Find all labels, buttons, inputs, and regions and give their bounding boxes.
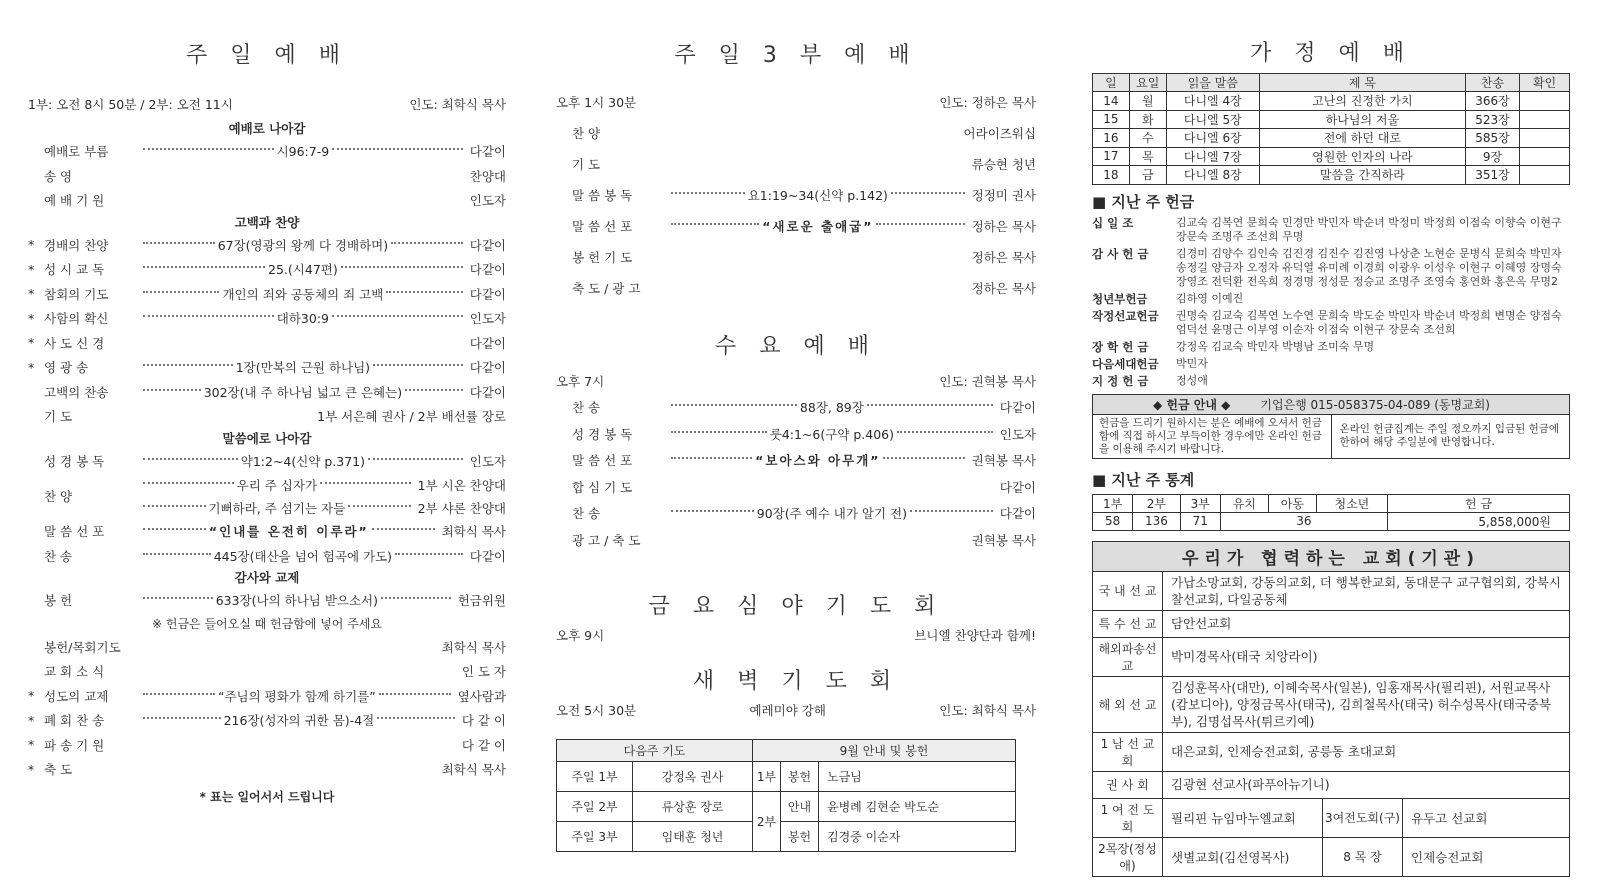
order-leader: 최학식 목사 bbox=[441, 524, 506, 540]
order-leader: 최학식 목사 bbox=[441, 639, 506, 655]
order-detail: 67장(영광의 왕께 다 경배하며) bbox=[217, 237, 389, 253]
order-label: 광 고 / 축 도 bbox=[572, 532, 641, 548]
stat-header: 유치 bbox=[1220, 494, 1268, 512]
order-item bbox=[28, 544, 506, 569]
partner-category: 1 남 선 교 회 bbox=[1093, 732, 1163, 771]
order-leader: 다같이 bbox=[469, 237, 506, 253]
table-cell: 14 bbox=[1093, 92, 1130, 111]
order-leader: 다같이 bbox=[999, 479, 1036, 495]
partner-row bbox=[1093, 771, 1570, 798]
sunday-worship-title: 주 일 예 배 bbox=[186, 43, 348, 68]
order-leader: 인 도 자 bbox=[461, 664, 506, 680]
table-cell bbox=[1520, 166, 1570, 185]
order-item bbox=[28, 684, 506, 709]
table-row bbox=[557, 762, 1016, 792]
table-row bbox=[1093, 166, 1570, 185]
section-heading: 예배로 나아감 bbox=[228, 121, 306, 136]
stats-table bbox=[1092, 494, 1570, 531]
order-label: 사 도 신 경 bbox=[44, 335, 105, 351]
order-label: 봉 헌 기 도 bbox=[572, 249, 633, 265]
order-label: 봉 헌 bbox=[44, 593, 73, 609]
order-label: 말 씀 선 포 bbox=[572, 218, 633, 234]
order-leader: 다같이 bbox=[469, 262, 506, 278]
cell: 주일 1부 bbox=[557, 762, 633, 792]
cell: 강정옥 권사 bbox=[633, 762, 753, 792]
column-header: 일 bbox=[1093, 74, 1130, 92]
offering-note: ※ 헌금은 들어오실 때 헌금함에 넣어 주세요 bbox=[151, 616, 382, 631]
order-detail: 룻4:1~6(구약 p.406) bbox=[769, 426, 895, 442]
cell: 안내 bbox=[781, 792, 819, 822]
order-label: 예배로 부름 bbox=[44, 144, 109, 160]
order-leader: 인도자 bbox=[469, 453, 506, 469]
offering-row bbox=[1092, 309, 1570, 337]
table-cell: 15 bbox=[1093, 110, 1130, 129]
partner-row bbox=[1093, 610, 1570, 637]
order-item bbox=[28, 164, 506, 189]
standing-mark: * bbox=[28, 237, 35, 253]
table-cell: 366장 bbox=[1465, 92, 1519, 111]
order-detail: 88장, 89장 bbox=[799, 400, 864, 416]
order-item bbox=[28, 757, 506, 782]
order-label: 찬 송 bbox=[572, 506, 601, 522]
order-item bbox=[28, 306, 506, 331]
order-item bbox=[556, 527, 1036, 554]
order-item-anthem bbox=[28, 473, 506, 519]
dawn-topic: 예레미야 강해 bbox=[749, 703, 826, 718]
table-cell bbox=[1520, 147, 1570, 166]
order-leader: 정하은 목사 bbox=[971, 280, 1036, 296]
offering-category: 작정선교헌금 bbox=[1092, 308, 1159, 323]
order-detail: 약1:2~4(신약 p.371) bbox=[240, 453, 366, 469]
table-cell: 고난의 진정한 가치 bbox=[1259, 92, 1465, 111]
table-cell: 585장 bbox=[1465, 129, 1519, 148]
table-cell: 523장 bbox=[1465, 110, 1519, 129]
choir-1: 1부 시온 찬양대 bbox=[417, 477, 506, 493]
table-row bbox=[1093, 129, 1570, 148]
offering-row bbox=[1092, 340, 1570, 354]
order-item bbox=[556, 394, 1036, 421]
order-item bbox=[28, 257, 506, 282]
order-item bbox=[28, 588, 506, 613]
table-cell: 다니엘 6장 bbox=[1166, 129, 1259, 148]
order-detail: 요1:19~34(신약 p.142) bbox=[747, 187, 888, 203]
table-cell: 영원한 인자의 나라 bbox=[1259, 147, 1465, 166]
partner-value: 김성훈목사(대만), 이혜숙목사(일본), 임홍재목사(필리핀), 서원교목사(캄보디아), 양정금목사(태국), 김희철목사(태국) 허수성목사(태국중북부), 김명섭목사(튀르키예) bbox=[1163, 676, 1570, 732]
cell: 1부 bbox=[753, 762, 781, 792]
order-leader: 류승현 청년 bbox=[971, 156, 1036, 172]
partner-row bbox=[1093, 637, 1570, 676]
order-label: 합 심 기 도 bbox=[572, 479, 633, 495]
cell: 류상훈 장로 bbox=[633, 792, 753, 822]
order-item bbox=[556, 272, 1036, 303]
table-row bbox=[557, 792, 1016, 822]
order-item bbox=[556, 117, 1036, 148]
order-item bbox=[28, 380, 506, 405]
table-cell: 하나님의 저울 bbox=[1259, 110, 1465, 129]
order-leader: 다같이 bbox=[469, 360, 506, 376]
order-label: 예 배 기 원 bbox=[44, 193, 105, 209]
table-cell: 다니엘 8장 bbox=[1166, 166, 1259, 185]
table-cell bbox=[1520, 92, 1570, 111]
friday-leader: 브니엘 찬양단과 함께! bbox=[914, 628, 1036, 643]
table-cell: 다니엘 7장 bbox=[1166, 147, 1259, 166]
order-leader: 어라이즈워십 bbox=[963, 125, 1036, 141]
offering-category: 감 사 헌 금 bbox=[1092, 246, 1149, 261]
standing-mark: * bbox=[28, 688, 35, 704]
stat-header: 헌 금 bbox=[1387, 494, 1569, 512]
order-item bbox=[556, 241, 1036, 272]
order-item bbox=[556, 500, 1036, 527]
table-row bbox=[1093, 147, 1570, 166]
partner-churches-table bbox=[1092, 541, 1570, 877]
table-cell: 목 bbox=[1129, 147, 1166, 166]
offering-category: 청년부헌금 bbox=[1092, 291, 1148, 306]
section-heading: 고백과 찬양 bbox=[234, 214, 300, 230]
table-cell: 화 bbox=[1129, 110, 1166, 129]
order-item bbox=[28, 331, 506, 356]
order-leader: 옆사람과 bbox=[457, 688, 506, 704]
stat-header: 청소년 bbox=[1316, 494, 1387, 512]
partner-value: 필리핀 뉴임마누엘교회 bbox=[1163, 798, 1323, 837]
column-header: 확인 bbox=[1520, 74, 1570, 92]
offering-names: 정성애 bbox=[1176, 373, 1208, 387]
partner-category: 3여전도회(구) bbox=[1323, 798, 1403, 837]
order-item bbox=[28, 139, 506, 164]
order-label: 폐 회 찬 송 bbox=[44, 713, 105, 729]
order-detail: 대하30:9 bbox=[276, 311, 329, 327]
stat-offering: 5,858,000원 bbox=[1387, 512, 1569, 530]
partner-value: 유두고 선교회 bbox=[1403, 798, 1570, 837]
order-item bbox=[556, 148, 1036, 179]
order-item bbox=[28, 449, 506, 474]
order-item bbox=[28, 282, 506, 307]
order-leader: 다같이 bbox=[469, 335, 506, 351]
order-detail: 90장(주 예수 내가 알기 전) bbox=[756, 506, 907, 522]
offering-row bbox=[1092, 247, 1570, 289]
cell: 주일 2부 bbox=[557, 792, 633, 822]
stat-3bu: 71 bbox=[1180, 512, 1220, 530]
partner-value: 박미경목사(태국 치앙라이) bbox=[1163, 637, 1570, 676]
choir-2: 2부 샤론 찬양대 bbox=[417, 500, 506, 516]
order-leader: 다같이 bbox=[469, 384, 506, 400]
order-item bbox=[556, 179, 1036, 210]
stat-header: 3부 bbox=[1180, 494, 1220, 512]
order-item bbox=[28, 708, 506, 733]
stat-1bu: 58 bbox=[1093, 512, 1133, 530]
order-detail: 25.(시47편) bbox=[268, 262, 338, 278]
order-label: 찬 송 bbox=[44, 548, 73, 564]
order-leader: 다같이 bbox=[999, 400, 1036, 416]
offering-names: 김하영 이예진 bbox=[1176, 291, 1244, 305]
third-service-leader: 인도: 정하은 목사 bbox=[939, 95, 1036, 110]
anthem-2: 기뻐하라, 주 섬기는 자들 bbox=[208, 500, 346, 516]
table-cell: 월 bbox=[1129, 92, 1166, 111]
order-item bbox=[556, 210, 1036, 241]
standing-mark: * bbox=[28, 286, 35, 302]
offering-title: ■ 지난 주 헌금 bbox=[1092, 192, 1195, 211]
order-item bbox=[28, 233, 506, 258]
third-service-time-row bbox=[556, 93, 1036, 111]
table-cell: 18 bbox=[1093, 166, 1130, 185]
order-label: 축 도 bbox=[44, 762, 73, 778]
home-worship-column bbox=[1092, 0, 1570, 894]
order-label: 고백의 찬송 bbox=[44, 384, 109, 400]
bank-account: 기업은행 015-058375-04-089 (동명교회) bbox=[1260, 397, 1490, 412]
partner-category: 2목장(정성애) bbox=[1093, 837, 1163, 876]
order-leader: 다같이 bbox=[469, 144, 506, 160]
table-cell: 말씀을 간직하라 bbox=[1259, 166, 1465, 185]
order-label: 경배의 찬양 bbox=[44, 237, 109, 253]
offering-guide-left: 헌금을 드리기 원하시는 분은 예배에 오셔서 헌금함에 직접 하시고 부득이한 경우에만 온라인 헌금을 이용해 주시기 바랍니다. bbox=[1093, 414, 1332, 458]
order-detail: 1장(만복의 근원 하나님) bbox=[235, 360, 371, 376]
order-label: 기 도 bbox=[44, 409, 73, 425]
partner-category: 8 목 장 bbox=[1323, 837, 1403, 876]
order-item bbox=[28, 733, 506, 758]
friday-time: 오후 9시 bbox=[556, 628, 605, 643]
order-leader: 정하은 목사 bbox=[971, 249, 1036, 265]
friday-title: 금 요 심 야 기 도 회 bbox=[648, 594, 944, 619]
table-row bbox=[1093, 110, 1570, 129]
stat-youth: 36 bbox=[1220, 512, 1387, 530]
order-detail: 시96:7-9 bbox=[276, 144, 330, 160]
order-label: 교 회 소 식 bbox=[44, 664, 105, 680]
order-leader: 다같이 bbox=[469, 548, 506, 564]
offering-category: 다음세대헌금 bbox=[1092, 356, 1159, 371]
offering-names: 김교숙 김복연 문희숙 민경만 박민자 박순녀 박정미 박정희 이점숙 이향숙 이현구 장문숙 조명주 조선희 무명 bbox=[1176, 215, 1562, 243]
order-leader: 최학식 목사 bbox=[441, 762, 506, 778]
stats-title: ■ 지난 주 통계 bbox=[1092, 470, 1195, 489]
partner-value: 대은교회, 인제승전교회, 공릉동 초대교회 bbox=[1163, 732, 1570, 771]
offering-row bbox=[1092, 374, 1570, 388]
next-week-prayer-header: 다음주 기도 bbox=[557, 740, 753, 762]
offering-category: 지 정 헌 금 bbox=[1092, 373, 1149, 388]
order-label: 성도의 교제 bbox=[44, 688, 109, 704]
standing-mark: * bbox=[28, 261, 35, 277]
order-leader: 1부 서은혜 권사 / 2부 배선률 장로 bbox=[317, 409, 506, 425]
order-item bbox=[28, 519, 506, 544]
offering-row bbox=[1092, 292, 1570, 306]
table-cell: 16 bbox=[1093, 129, 1130, 148]
order-label: 성 경 봉 독 bbox=[44, 453, 105, 469]
order-label: 성 시 교 독 bbox=[44, 262, 105, 278]
partner-category: 국 내 선 교 bbox=[1093, 571, 1163, 610]
order-item bbox=[28, 635, 506, 660]
other-services-column bbox=[556, 0, 1036, 894]
stat-header: 1부 bbox=[1093, 494, 1133, 512]
order-item bbox=[556, 421, 1036, 448]
column-header: 요일 bbox=[1129, 74, 1166, 92]
cell: 봉헌 bbox=[781, 762, 819, 792]
order-label: 참회의 기도 bbox=[44, 286, 109, 302]
stat-2bu: 136 bbox=[1133, 512, 1180, 530]
table-cell: 금 bbox=[1129, 166, 1166, 185]
order-leader: 권혁봉 목사 bbox=[971, 453, 1036, 469]
partner-title: 우리가 협력하는 교회(기관) bbox=[1093, 541, 1570, 571]
table-cell: 전에 하던 대로 bbox=[1259, 129, 1465, 148]
sunday-worship-column bbox=[28, 0, 506, 894]
order-leader: 인도자 bbox=[469, 311, 506, 327]
order-label: 기 도 bbox=[572, 156, 601, 172]
order-leader: 다 같 이 bbox=[461, 713, 506, 729]
partner-row bbox=[1093, 676, 1570, 732]
cell: 2부 bbox=[753, 792, 781, 852]
standing-mark: * bbox=[28, 335, 35, 351]
order-label: 말 씀 봉 독 bbox=[572, 187, 633, 203]
column-header: 제 목 bbox=[1259, 74, 1465, 92]
worship-time: 1부: 오전 8시 50분 / 2부: 오전 11시 bbox=[28, 97, 233, 112]
partner-value: 가납소망교회, 강동의교회, 더 행복한교회, 동대문구 교구협의회, 강북시찰선교회, 다일공동체 bbox=[1163, 571, 1570, 610]
worship-time-row bbox=[28, 95, 506, 113]
order-label: 말 씀 선 포 bbox=[44, 524, 105, 540]
offering-row bbox=[1092, 216, 1570, 244]
partner-category: 해외파송선교 bbox=[1093, 637, 1163, 676]
column-header: 찬송 bbox=[1465, 74, 1519, 92]
offering-category: 십 일 조 bbox=[1092, 215, 1134, 230]
section-heading: 감사와 교제 bbox=[234, 570, 300, 585]
order-detail: “인내를 온전히 이루라” bbox=[208, 524, 369, 540]
order-leader: 찬양대 bbox=[469, 168, 506, 184]
worship-leader: 인도: 최학식 목사 bbox=[409, 97, 506, 112]
home-worship-table bbox=[1092, 73, 1570, 185]
partner-category: 해 외 선 교 bbox=[1093, 676, 1163, 732]
order-detail: 445장(태산을 넘어 험곡에 가도) bbox=[213, 548, 393, 564]
order-label: 봉헌/목회기도 bbox=[44, 639, 121, 655]
order-leader: 인도자 bbox=[469, 193, 506, 209]
order-leader: 정정미 권사 bbox=[971, 187, 1036, 203]
standing-mark: * bbox=[28, 761, 35, 777]
cell: 봉헌 bbox=[781, 822, 819, 852]
standing-mark: * bbox=[28, 737, 35, 753]
wednesday-leader: 인도: 권혁봉 목사 bbox=[939, 374, 1036, 389]
order-detail: 개인의 죄와 공동체의 죄 고백 bbox=[222, 286, 384, 302]
partner-row bbox=[1093, 571, 1570, 610]
table-row bbox=[557, 822, 1016, 852]
offering-guide-title: ◆ 헌금 안내 ◆ bbox=[1153, 397, 1231, 412]
dawn-leader: 인도: 최학식 목사 bbox=[939, 703, 1036, 718]
order-detail: 216장(성자의 귀한 몸)-4절 bbox=[223, 713, 375, 729]
partner-category: 특 수 선 교 bbox=[1093, 610, 1163, 637]
wednesday-time-row bbox=[556, 372, 1036, 390]
offering-guide-box bbox=[1092, 394, 1570, 459]
order-leader: 헌금위원 bbox=[457, 593, 506, 609]
order-item bbox=[28, 404, 506, 429]
cell: 김경중 이순자 bbox=[819, 822, 1016, 852]
anthem-1: 우리 주 십자가 bbox=[236, 477, 318, 493]
table-cell: 다니엘 4장 bbox=[1166, 92, 1259, 111]
order-item bbox=[28, 188, 506, 213]
order-label: 영 광 송 bbox=[44, 360, 89, 376]
order-item bbox=[556, 474, 1036, 501]
order-label: 찬 양 bbox=[44, 489, 73, 504]
third-service-time: 오후 1시 30분 bbox=[556, 95, 637, 110]
prayer-offering-table bbox=[556, 739, 1016, 852]
table-cell: 351장 bbox=[1465, 166, 1519, 185]
standing-mark: * bbox=[28, 310, 35, 326]
partner-value: 담안선교회 bbox=[1163, 610, 1570, 637]
dawn-time: 오전 5시 30분 bbox=[556, 703, 637, 718]
order-leader: 다 같 이 bbox=[461, 737, 506, 753]
standing-mark: * bbox=[28, 712, 35, 728]
offering-names: 김경미 김양수 김인숙 김진경 김진수 김진영 나상춘 노현순 문병식 문희숙 박민자 송정길 양금자 오정자 유덕열 유미례 이경희 이광우 이성우 이현구 이혜영 장명숙 장영조 전덕환 전옥희 정경명 정성문 정승교 조명주 조영숙 홍연화 홍은옥 무명2 bbox=[1176, 246, 1562, 288]
standing-note: * 표는 일어서서 드립니다 bbox=[199, 789, 335, 804]
order-label: 성 경 봉 독 bbox=[572, 426, 633, 442]
table-cell: 17 bbox=[1093, 147, 1130, 166]
order-leader: 권혁봉 목사 bbox=[971, 532, 1036, 548]
offering-row bbox=[1092, 357, 1570, 371]
order-detail: 633장(나의 하나님 받으소서) bbox=[215, 593, 378, 609]
order-item bbox=[28, 355, 506, 380]
september-guide-header: 9월 안내 및 봉헌 bbox=[753, 740, 1016, 762]
table-row bbox=[1093, 92, 1570, 111]
order-detail: 302장(내 주 하나님 넓고 큰 은혜는) bbox=[203, 384, 403, 400]
cell: 임태훈 청년 bbox=[633, 822, 753, 852]
offering-names: 권명숙 김교숙 김복연 노수연 문희숙 박도순 박민자 박순녀 박정희 변명순 양점숙 엄덕선 윤명근 이부영 이순자 이점숙 이현구 장문숙 조선희 bbox=[1176, 308, 1562, 336]
partner-category: 권 사 회 bbox=[1093, 771, 1163, 798]
order-label: 찬 양 bbox=[572, 125, 601, 141]
table-cell: 다니엘 5장 bbox=[1166, 110, 1259, 129]
order-leader: 다같이 bbox=[999, 506, 1036, 522]
order-label: 송 영 bbox=[44, 168, 73, 184]
dawn-title: 새 벽 기 도 회 bbox=[692, 669, 900, 694]
order-label: 사함의 확신 bbox=[44, 311, 109, 327]
order-item bbox=[556, 447, 1036, 474]
column-header: 읽을 말씀 bbox=[1166, 74, 1259, 92]
order-leader: 다같이 bbox=[469, 286, 506, 302]
home-worship-title: 가 정 예 배 bbox=[1250, 41, 1412, 66]
partner-value: 김광현 선교사(파푸아뉴기니) bbox=[1163, 771, 1570, 798]
offering-category: 장 학 헌 금 bbox=[1092, 339, 1149, 354]
partner-category: 1 여 전 도 회 bbox=[1093, 798, 1163, 837]
table-cell bbox=[1520, 110, 1570, 129]
table-cell: 수 bbox=[1129, 129, 1166, 148]
offering-guide-right: 온라인 헌금집계는 주일 정오까지 입금된 헌금에 한하여 해당 주일분에 반영합니다. bbox=[1331, 414, 1570, 458]
offering-names: 박민자 bbox=[1176, 356, 1208, 370]
order-leader: 정하은 목사 bbox=[971, 218, 1036, 234]
order-label: 말 씀 선 포 bbox=[572, 453, 633, 469]
wednesday-time: 오후 7시 bbox=[556, 374, 605, 389]
partner-value: 인제승전교회 bbox=[1403, 837, 1570, 876]
section-heading: 말씀에로 나아감 bbox=[222, 430, 312, 446]
order-detail: “주님의 평화가 함께 하기를” bbox=[218, 688, 376, 704]
order-item bbox=[28, 659, 506, 684]
partner-row bbox=[1093, 732, 1570, 771]
partner-value: 샛별교회(김선영목사) bbox=[1163, 837, 1323, 876]
table-cell bbox=[1520, 129, 1570, 148]
order-leader: 인도자 bbox=[999, 426, 1036, 442]
cell: 주일 3부 bbox=[557, 822, 633, 852]
order-label: 찬 송 bbox=[572, 400, 601, 416]
cell: 노금님 bbox=[819, 762, 1016, 792]
wednesday-title: 수 요 예 배 bbox=[715, 334, 877, 359]
dawn-time-row bbox=[556, 701, 1036, 719]
stat-header: 2부 bbox=[1133, 494, 1180, 512]
order-detail: “새로운 출애굽” bbox=[762, 218, 874, 234]
order-label: 파 송 기 원 bbox=[44, 737, 105, 753]
third-service-title: 주 일 3 부 예 배 bbox=[674, 43, 918, 68]
offering-names: 강정옥 김교숙 박민자 박병남 조미숙 무명 bbox=[1176, 339, 1375, 353]
cell: 윤병례 김현순 박도순 bbox=[819, 792, 1016, 822]
standing-mark: * bbox=[28, 359, 35, 375]
table-cell: 9장 bbox=[1465, 147, 1519, 166]
order-detail: “보아스와 아무개” bbox=[755, 453, 881, 469]
stat-header: 아동 bbox=[1268, 494, 1316, 512]
order-label: 축 도 / 광 고 bbox=[572, 280, 641, 296]
friday-time-row bbox=[556, 626, 1036, 644]
